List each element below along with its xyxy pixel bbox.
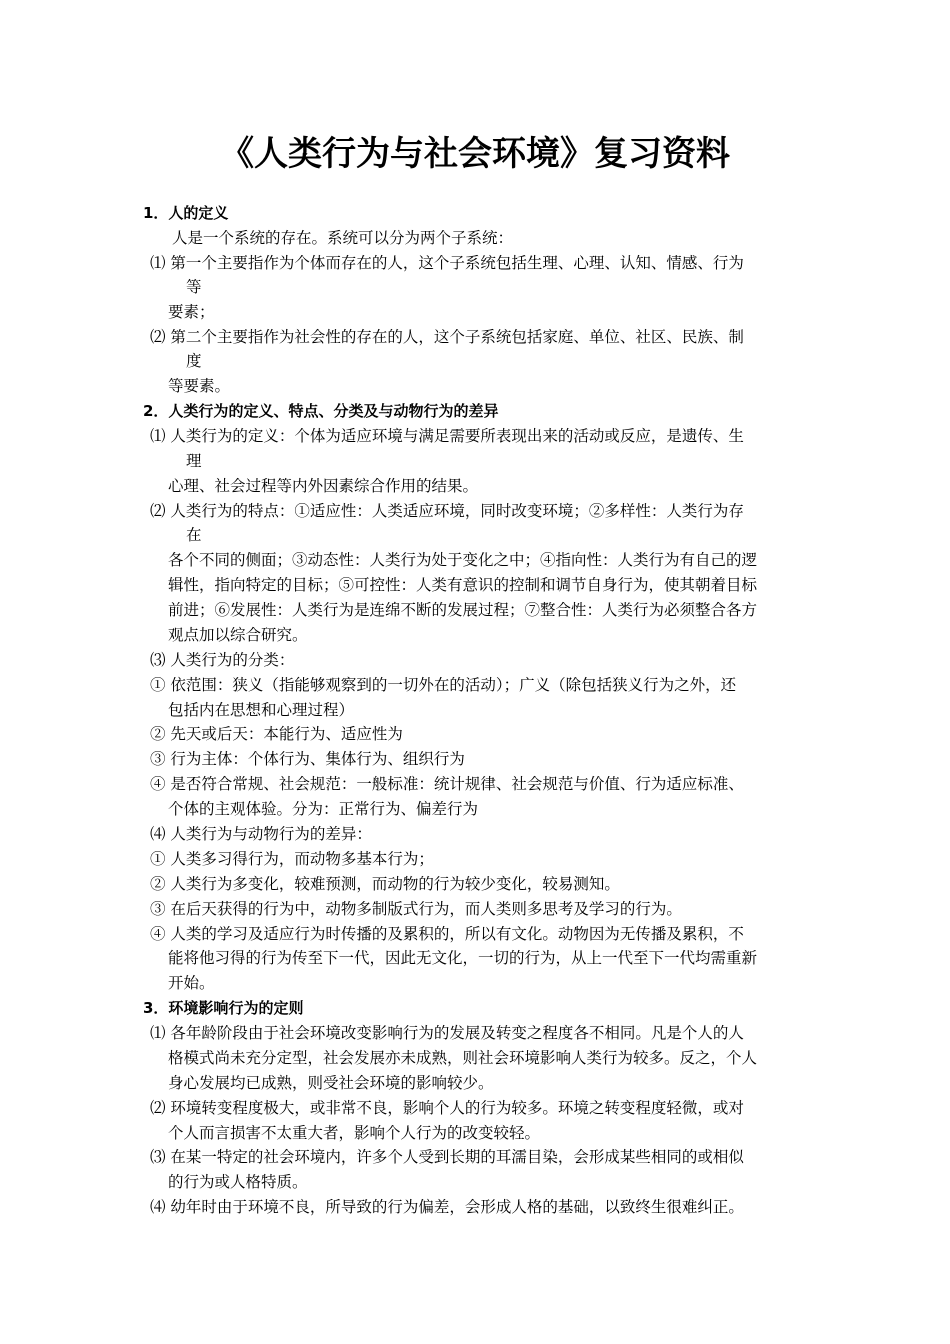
paragraph-line: 各个不同的侧面；③动态性：人类行为处于变化之中；④指向性：人类行为有自己的逻 [168, 551, 758, 569]
paragraph-line: 能将他习得的行为传至下一代，因此无文化，一切的行为，从上一代至下一代均需重新 [168, 949, 758, 967]
list-item-line: ④ 是否符合常规、社会规范：一般标准：统计规律、社会规范与价值、行为适应标准、 [150, 775, 744, 793]
paragraph-line: 心理、社会过程等内外因素综合作用的结果。 [168, 477, 479, 495]
list-item-line: ⑵ 人类行为的特点：①适应性：人类适应环境，同时改变环境；②多样性：人类行为存 [150, 502, 744, 520]
section-heading-1: 1．人的定义 [143, 204, 229, 222]
wrap-fragment: 理 [186, 452, 202, 470]
wrap-fragment: 度 [186, 352, 202, 370]
list-item-line: ⑶ 人类行为的分类： [150, 651, 295, 669]
paragraph-line: 前进；⑥发展性：人类行为是连绵不断的发展过程；⑦整合性：人类行为必须整合各方 [168, 601, 758, 619]
list-item-line: ⑷ 人类行为与动物行为的差异： [150, 825, 372, 843]
list-item-line: ⑴ 各年龄阶段由于社会环境改变影响行为的发展及转变之程度各不相同。凡是个人的人 [150, 1024, 744, 1042]
list-item-line: ② 人类行为多变化，较难预测，而动物的行为较少变化，较易测知。 [150, 875, 620, 893]
list-item-line: ① 依范围：狭义（指能够观察到的一切外在的活动）；广义（除包括狭义行为之外，还 [150, 676, 737, 694]
paragraph-line: 包括内在思想和心理过程） [168, 701, 355, 719]
list-item-line: ③ 在后天获得的行为中，动物多制版式行为，而人类则多思考及学习的行为。 [150, 900, 682, 918]
section-heading-3: 3．环境影响行为的定则 [143, 999, 304, 1017]
list-item-line: ① 人类多习得行为，而动物多基本行为； [150, 850, 434, 868]
paragraph-line: 身心发展均已成熟，则受社会环境的影响较少。 [168, 1074, 494, 1092]
paragraph-line: 观点加以综合研究。 [168, 626, 308, 644]
list-item-line: ④ 人类的学习及适应行为时传播的及累积的，所以有文化。动物因为无传播及累积，不 [150, 925, 744, 943]
list-item-line: ⑶ 在某一特定的社会环境内，许多个人受到长期的耳濡目染，会形成某些相同的或相似 [150, 1148, 744, 1166]
paragraph-line: 辑性，指向特定的目标；⑤可控性：人类有意识的控制和调节自身行为，使其朝着目标 [168, 576, 758, 594]
list-item-line: ⑴ 人类行为的定义：个体为适应环境与满足需要所表现出来的活动或反应，是遗传、生 [150, 427, 744, 445]
wrap-fragment: 等 [186, 278, 202, 296]
paragraph-line: 格模式尚未充分定型，社会发展亦未成熟，则社会环境影响人类行为较多。反之，个人 [168, 1049, 758, 1067]
paragraph-line: 等要素。 [168, 377, 231, 395]
list-item-line: ② 先天或后天：本能行为、适应性为 [150, 725, 403, 743]
paragraph-line: 开始。 [168, 974, 215, 992]
wrap-fragment: 在 [186, 526, 202, 544]
paragraph-line: 个人而言损害不太重大者，影响个人行为的改变较轻。 [168, 1124, 541, 1142]
section-heading-2: 2．人类行为的定义、特点、分类及与动物行为的差异 [143, 402, 499, 420]
paragraph-line: 要素； [168, 303, 215, 321]
paragraph-line: 的行为或人格特质。 [168, 1173, 308, 1191]
paragraph-line: 人是一个系统的存在。系统可以分为两个子系统： [172, 229, 514, 247]
list-item-line: ③ 行为主体：个体行为、集体行为、组织行为 [150, 750, 465, 768]
paragraph-line: 个体的主观体验。分为：正常行为、偏差行为 [168, 800, 479, 818]
document-title: 《人类行为与社会环境》复习资料 [220, 134, 730, 174]
list-item-line: ⑵ 第二个主要指作为社会性的存在的人，这个子系统包括家庭、单位、社区、民族、制 [150, 328, 744, 346]
list-item-line: ⑷ 幼年时由于环境不良，所导致的行为偏差，会形成人格的基础，以致终生很难纠正。 [150, 1198, 744, 1216]
list-item-line: ⑴ 第一个主要指作为个体而存在的人，这个子系统包括生理、心理、认知、情感、行为 [150, 254, 744, 272]
list-item-line: ⑵ 环境转变程度极大，或非常不良，影响个人的行为较多。环境之转变程度轻微，或对 [150, 1099, 744, 1117]
